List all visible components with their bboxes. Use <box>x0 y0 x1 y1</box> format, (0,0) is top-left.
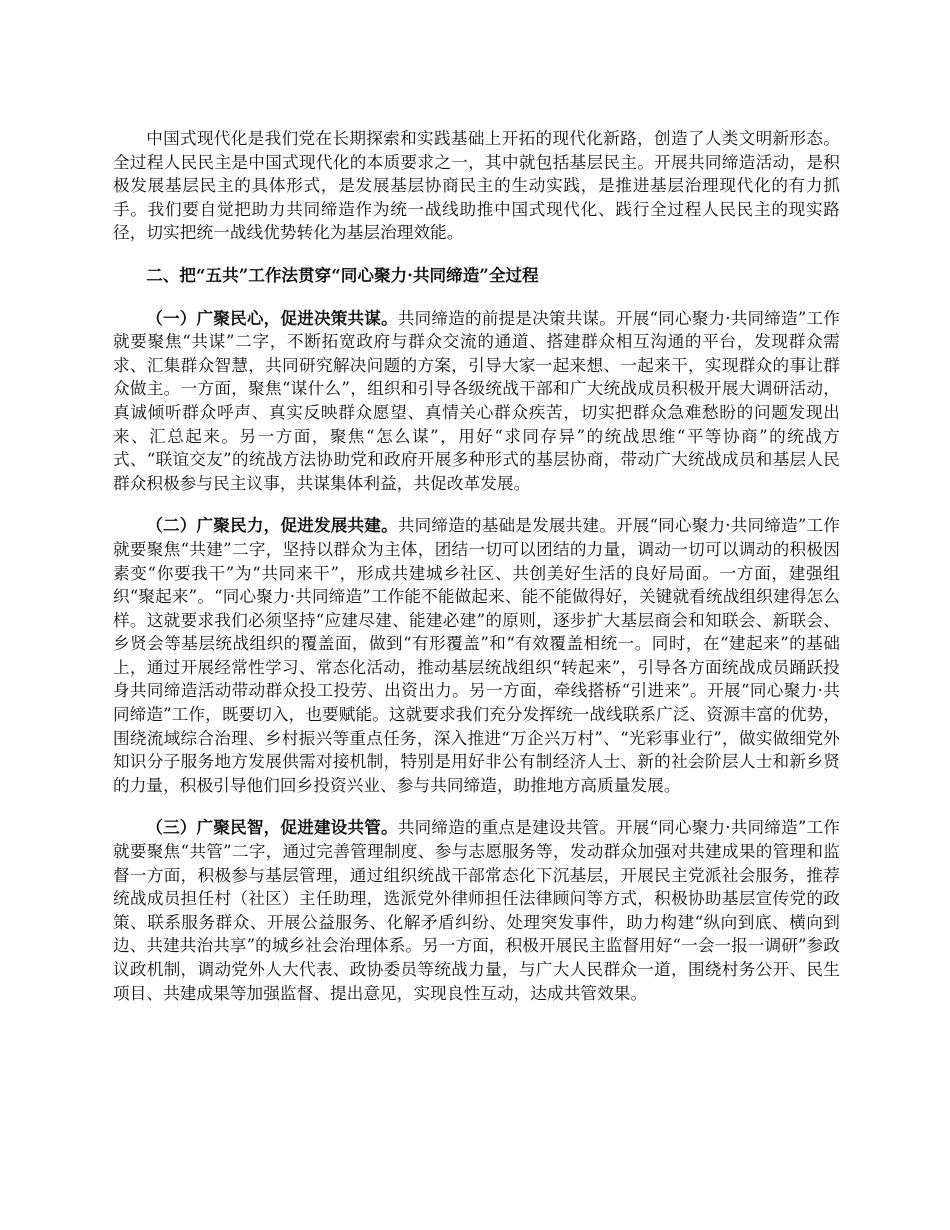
section-paragraph-3-lead: （三）广聚民智，促进建设共管。 <box>146 817 398 838</box>
section-paragraph-2 <box>113 514 840 797</box>
section-paragraph-2-lead: （二）广聚民力，促进发展共建。 <box>146 515 398 536</box>
section-paragraph-2-body: 共同缔造的基础是发展共建。开展“同心聚力·共同缔造”工作就要聚焦“共建”二字，坚持以群众为主体，团结一切可以团结的力量，调动一切可以调动的积极因素变“你要我干”为“共同来干”，形成共建城乡社区、共创美好生活的良好局面。一方面，建强组织“聚起来”。“同心聚力·共同缔造”工作能不能做起来、能不能做得好，关键就看统战组织建得怎么样。这就要求我们必须坚持“应建尽建、能建必建”的原则，逐步扩大基层商会和知联会、新联会、乡贤会等基层统战组织的覆盖面，做到“有形覆盖”和“有效覆盖相统一。同时，在“建起来”的基础上，通过开展经常性学习、常态化活动，推动基层统战组织“转起来”，引导各方面统战成员踊跃投身共同缔造活动带动群众投工投劳、出资出力。另一方面，牵线搭桥“引进来”。开展“同心聚力·共同缔造”工作，既要切入，也要赋能。这就要求我们充分发挥统一战线联系广泛、资源丰富的优势，围绕流域综合治理、乡村振兴等重点任务，深入推进“万企兴万村”、“光彩事业行”，做实做细党外知识分子服务地方发展供需对接机制，特别是用好非公有制经济人士、新的社会阶层人士和新乡贤的力量，积极引导他们回乡投资兴业、参与共同缔造，助推地方高质量发展。 <box>113 516 841 795</box>
intro-paragraph: 中国式现代化是我们党在长期探索和实践基础上开拓的现代化新路，创造了人类文明新形态。全过程人民民主是中国式现代化的本质要求之一，其中就包括基层民主。开展共同缔造活动，是积极发展基层民主的具体形式，是发展基层协商民主的生动实践，是推进基层治理现代化的有力抓手。我们要自觉把助力共同缔造作为统一战线助推中国式现代化、践行全过程人民民主的现实路径，切实把统一战线优势转化为基层治理效能。 <box>113 129 840 243</box>
paragraph-spacer <box>113 288 840 307</box>
paragraph-spacer <box>113 245 840 264</box>
paragraph-spacer <box>113 797 840 816</box>
section-paragraph-3 <box>113 816 840 1005</box>
document-page <box>113 127 840 1005</box>
paragraph-spacer <box>113 495 840 514</box>
section-paragraph-1-body: 共同缔造的前提是决策共谋。开展“同心聚力·共同缔造”工作就要聚焦“共谋”二字，不断拓宽政府与群众交流的通道、搭建群众相互沟通的平台，发现群众需求、汇集群众智慧，共同研究解决问题的方案，引导大家一起来想、一起来干，实现群众的事让群众做主。一方面，聚焦“谋什么”，组织和引导各级统战干部和广大统战成员积极开展大调研活动，真诚倾听群众呼声、真实反映群众愿望、真情关心群众疾苦，切实把群众急难愁盼的问题发现出来、汇总起来。另一方面，聚焦“怎么谋”，用好“求同存异”的统战思维“平等协商”的统战方式、“联谊交友”的统战方法协助党和政府开展多种形式的基层协商，带动广大统战成员和基层人民群众积极参与民主议事，共谋集体利益，共促改革发展。 <box>113 308 841 493</box>
section-heading: 二、把“五共”工作法贯穿“同心聚力·共同缔造”全过程 <box>146 264 539 285</box>
section-paragraph-3-body: 共同缔造的重点是建设共管。开展“同心聚力·共同缔造”工作就要聚焦“共管”二字，通过完善管理制度、参与志愿服务等，发动群众加强对共建成果的管理和监督一方面，积极参与基层管理，通过组织统战干部常态化下沉基层，开展民主党派社会服务，推荐统战成员担任村（社区）主任助理，选派党外律师担任法律顾问等方式，积极协助基层宣传党的政策、联系服务群众、开展公益服务、化解矛盾纠纷、处理突发事件，助力构建“纵向到底、横向到边、共建共治共享”的城乡社会治理体系。另一方面，积极开展民主监督用好“一会一报一调研”参政议政机制，调动党外人大代表、政协委员等统战力量，与广大人民群众一道，围绕村务公开、民生项目、共建成果等加强监督、提出意见，实现良性互动，达成共管效果。 <box>113 818 841 1003</box>
section-paragraph-1-lead: （一）广聚民心，促进决策共谋。 <box>146 307 398 328</box>
section-paragraph-1 <box>113 307 840 496</box>
